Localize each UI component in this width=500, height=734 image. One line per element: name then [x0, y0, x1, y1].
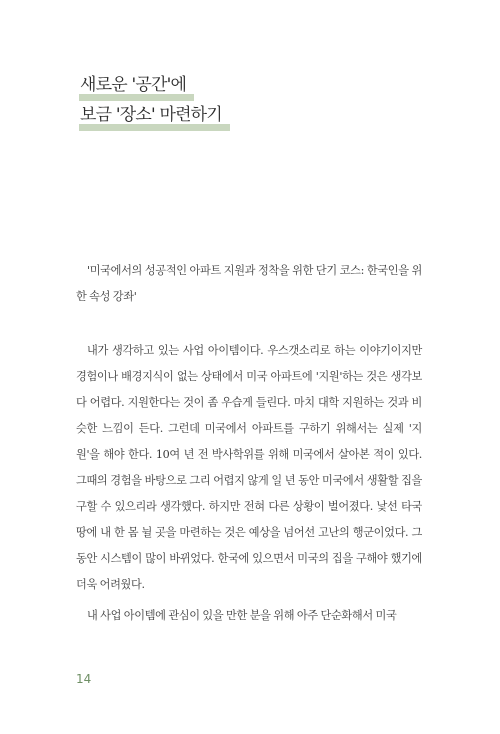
- chapter-title-text: 보금 '장소' 마련하기: [80, 105, 222, 125]
- page-number: 14: [76, 672, 92, 686]
- chapter-title-line-1: [80, 70, 188, 95]
- quote-text: '미국에서의 성공적인 아파트 지원과 정착을 위한 단기 코스: 한국인을 위한 속성 강좌': [76, 264, 422, 303]
- title-highlight-bar: [79, 124, 230, 131]
- chapter-title-line-2: [80, 100, 224, 125]
- chapter-title-text: 새로운 '공간'에: [80, 75, 187, 95]
- body-paragraph: [76, 338, 422, 598]
- body-text: 내 사업 아이템에 관심이 있을 만한 분을 위해 아주 단순화해서 미국: [87, 609, 397, 622]
- quote-paragraph: [76, 258, 422, 310]
- body-paragraph: [76, 603, 422, 629]
- body-text: 내가 생각하고 있는 사업 아이템이다. 우스갯소리로 하는 이야기이지만 경험이나 배경지식이 없는 상태에서 미국 아파트에 '지원'하는 것은 생각보다 어렵다. 지원한다는 것이 좀 우습게 들린다. 마치 대학 지원하는 것과 비슷한 느낌이 든다. 그런데 미국에서 아파트를 구하기 위해서는 실제 '지원'을 해야 한다. 10여 년 전 박사학위를 위해 미국에서 살아본 적이 있다. 그때의 경험을 바탕으로 그리 어렵지 않게 일 년 동안 미국에서 생활할 집을 구할 수 있으리라 생각했다. 하지만 전혀 다른 상황이 벌어졌다. 낯선 타국 땅에 내 한 몸 뉠 곳을 마련하는 것은 예상을 넘어선 고난의 행군이었다. 그동안 시스템이 많이 바뀌었다. 한국에 있으면서 미국의 집을 구해야 했기에 더욱 어려웠다.: [76, 344, 422, 591]
